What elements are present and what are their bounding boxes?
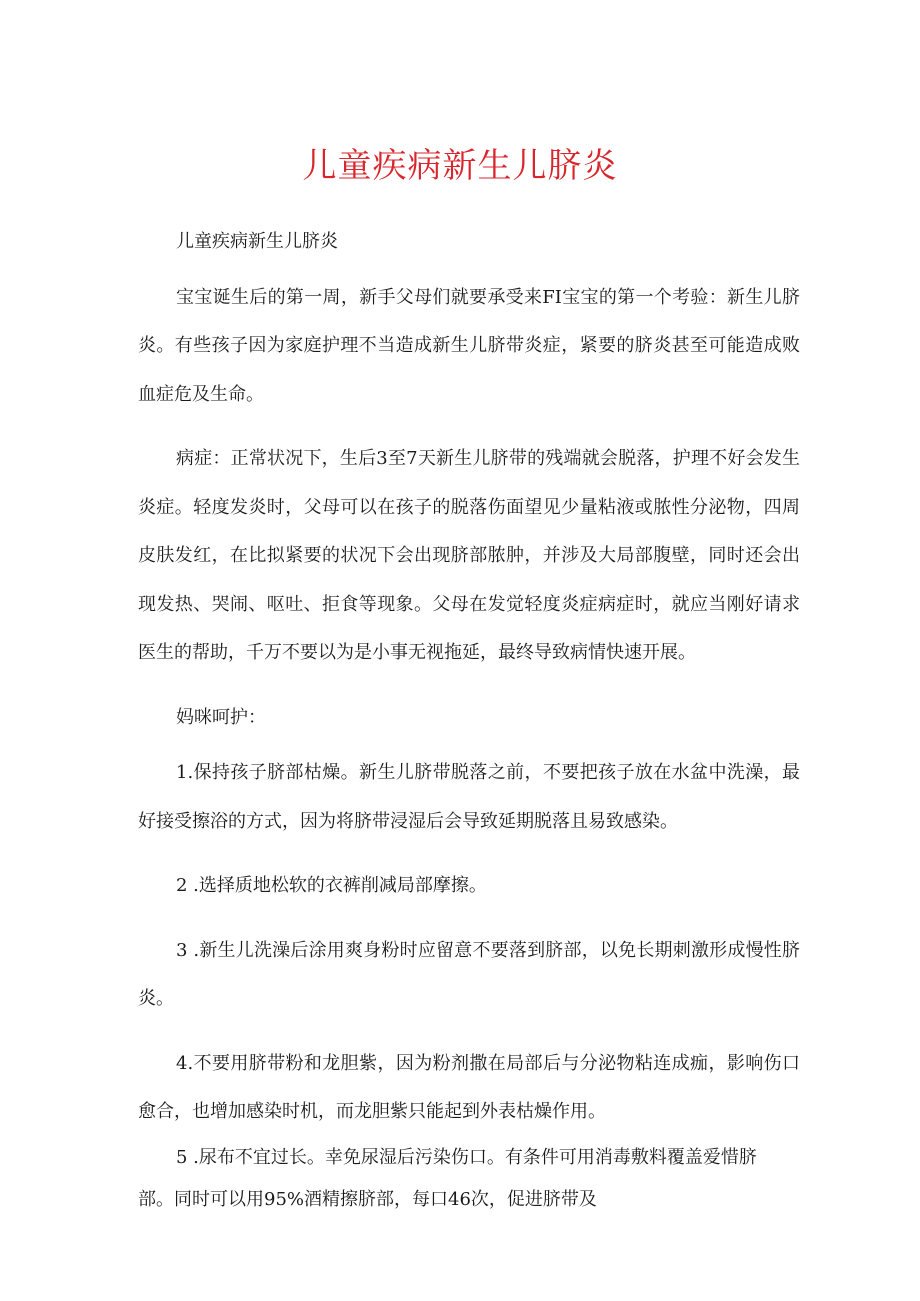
care-heading: 妈咪呵护： [176, 706, 266, 728]
subtitle-paragraph: 儿童疾病新生儿脐炎 [176, 231, 338, 252]
care-item-1: 1.保持孩子脐部枯燥。新生儿脐带脱落之前，不要把孩子放在水盆中洗澡，最好接受擦浴的方式，因为将脐带浸湿后会导致延期脱落且易致感染。 [138, 762, 800, 832]
care-item-5: 5 .尿布不宜过长。幸免尿湿后污染伤口。有条件可用消毒敷料覆盖爱惜脐部。同时可以用95%酒精擦脐部，每口46次，促进脐带及 [138, 1146, 757, 1210]
document-body [138, 218, 800, 1221]
symptoms-paragraph: 病症：正常状况下，生后3至7天新生儿脐带的残端就会脱落，护理不好会发生炎症。轻度发炎时，父母可以在孩子的脱落伤面望见少量粘液或脓性分泌物，四周皮肤发红，在比拟紧要的状况下会出现脐部脓肿，并涉及大局部腹壁，同时还会出现发热、哭闹、呕吐、拒食等现象。父母在发觉轻度炎症病症时，就应当刚好请求医生的帮助，千万不要以为是小事无视拖延，最终导致病情快速开展。 [138, 448, 800, 663]
intro-paragraph: 宝宝诞生后的第一周，新手父母们就要承受来FI宝宝的第一个考验：新生儿脐炎。有些孩子因为家庭护理不当造成新生儿脐带炎症，紧要的脐炎甚至可能造成败血症危及生命。 [138, 286, 800, 405]
care-item-4: 4.不要用脐带粉和龙胆紫，因为粉剂撒在局部后与分泌物粘连成痂，影响伤口愈合，也增加感染时机，而龙胆紫只能起到外表枯燥作用。 [138, 1052, 800, 1122]
page-title: 儿童疾病新生儿脐炎 [302, 146, 618, 186]
care-item-3: 3 .新生儿洗澡后涂用爽身粉时应留意不要落到脐部，以免长期刺激形成慢性脐炎。 [138, 939, 800, 1009]
care-item-2: 2 .选择质地松软的衣裤削减局部摩擦。 [176, 875, 487, 896]
